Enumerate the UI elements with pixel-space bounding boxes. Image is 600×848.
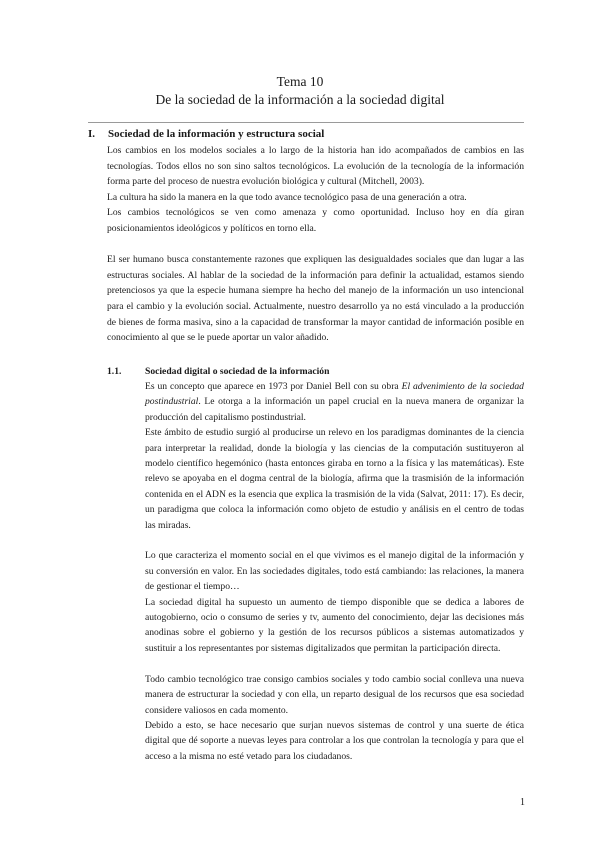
section-1-1-title: Sociedad digital o sociedad de la información <box>145 366 330 377</box>
paragraph: Lo que caracteriza el momento social en el que vivimos es el manejo digital de la información y su conversión en valor. En las sociedades digitales, todo está cambiando: las relaciones, la manera de gestionar el tiempo… <box>145 550 524 593</box>
title-line-topic: Tema 10 <box>276 74 324 89</box>
title-line-subject: De la sociedad de la información a la sociedad digital <box>155 92 445 107</box>
section-1-body <box>107 143 524 346</box>
title-divider <box>88 122 524 123</box>
paragraph: Los cambios tecnológicos se ven como amenaza y como oportunidad. Incluso hoy en día giran posicionamientos ideológicos y políticos en torno ella. <box>107 207 524 234</box>
paragraph: El ser humano busca constantemente razones que expliquen las desigualdades sociales que dan lugar a las estructuras sociales. Al hablar de la sociedad de la información para definir la actualidad, estamos siendo pretenciosos ya que la especie humana siempre ha hecho del manejo de la información un uso intencional para el cambio y la evolución social. Actualmente, nuestro desarrollo ya no está vinculado a la producción de bienes de forma masiva, sino a la capacidad de transformar la mayor cantidad de información posible en conocimiento al que se le puede aportar un valor añadido. <box>107 254 524 344</box>
book-title: El advenimiento de la sociedad postindustrial <box>145 381 524 408</box>
section-1-number: I. <box>88 128 96 140</box>
paragraph: Los cambios en los modelos sociales a lo largo de la historia han ido acompañados de cambios en las tecnologías. Todos ellos no son sino saltos tecnológicos. La evolución de la tecnología de la información forma parte del proceso de nuestra evolución biológica y cultural (Mitchell, 2003). <box>107 145 524 188</box>
paragraph-text: Es un concepto que aparece en 1973 por Daniel Bell con su obra <box>145 381 402 392</box>
paragraph: Todo cambio tecnológico trae consigo cambios sociales y todo cambio social conlleva una nueva manera de estructurar la sociedad y con ella, un reparto desigual de los recursos que esa sociedad considere valiosos en cada momento. <box>145 673 524 716</box>
document-title <box>0 73 600 109</box>
paragraph <box>145 379 524 425</box>
paragraph: La cultura ha sido la manera en la que todo avance tecnológico pasa de una generación a otra. <box>107 191 467 203</box>
paragraph: La sociedad digital ha supuesto un aumento de tiempo disponible que se dedica a labores de autogobierno, ocio o consumo de series y tv, aumento del conocimiento, dejar las decisiones más anodinas sobre el gobierno y la gestión de los recursos públicos a sistemas automatizados y sustituir a los representantes por sistemas digitalizados que permitan la participación directa. <box>145 596 524 654</box>
section-1-1-body <box>145 379 524 764</box>
paragraph: Debido a esto, se hace necesario que surjan nuevos sistemas de control y una suerte de ética digital que dé soporte a nuevas leyes para controlar a los que controlan la tecnología y para que el acceso a la misma no esté vetado para los ciudadanos. <box>145 719 524 762</box>
section-1-1-number: 1.1. <box>107 366 122 377</box>
page-number: 1 <box>520 797 525 808</box>
section-1-title: Sociedad de la información y estructura social <box>108 128 325 140</box>
paragraph-text: . Le otorga a la información un papel crucial en la nueva manera de organizar la producción del capitalismo postindustrial. <box>145 396 524 423</box>
paragraph: Este ámbito de estudio surgió al producirse un relevo en los paradigmas dominantes de la ciencia para interpretar la realidad, donde la biología y las ciencias de la computación sustituyeron al modelo científico hegemónico (hasta entonces giraba en torno a la física y las matemáticas). Este relevo se apoyaba en el dogma central de la biología, afirma que la trasmisión de la información contenida en el ADN es la esencia que explica la trasmisión de la vida (Salvat, 2011: 17). Es decir, un paradigma que coloca la información como objeto de estudio y análisis en el centro de todas las miradas. <box>145 427 524 531</box>
